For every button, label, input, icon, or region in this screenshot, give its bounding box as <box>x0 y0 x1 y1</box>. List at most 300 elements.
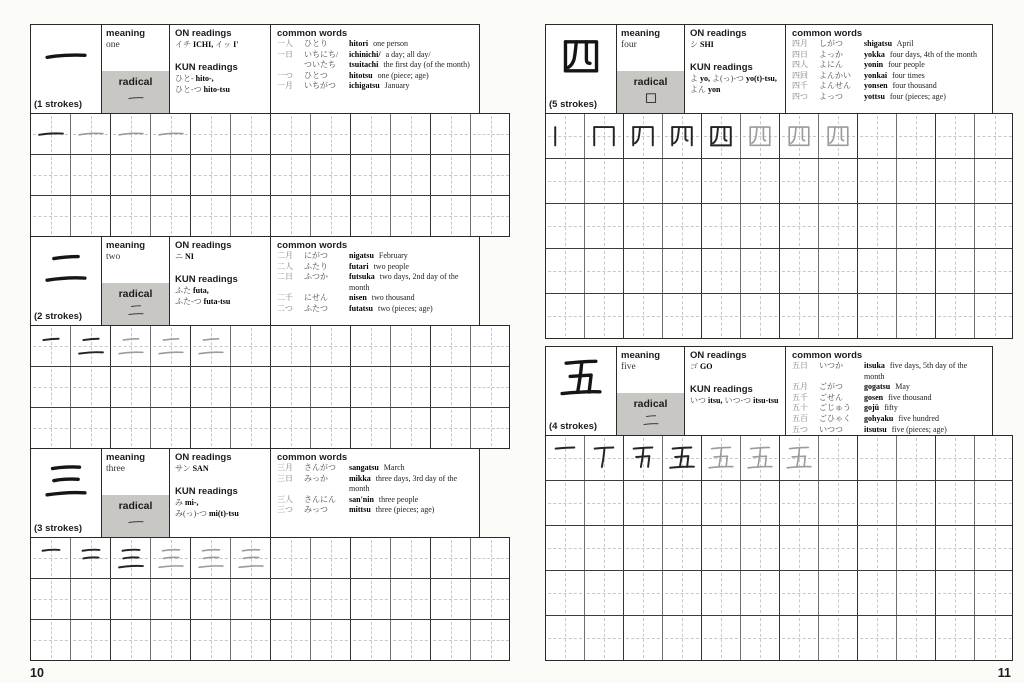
word-text <box>349 272 473 293</box>
practice-cell <box>702 294 741 338</box>
word-kana: さんがつ <box>304 463 336 472</box>
word-text <box>349 81 473 92</box>
practice-cell <box>471 196 510 236</box>
practice-cell <box>975 114 1013 158</box>
left-page-entries <box>30 24 510 661</box>
practice-cell <box>819 204 858 248</box>
word-text <box>864 60 986 71</box>
romaji-text: yo(t)-tsu, <box>746 73 777 83</box>
romaji-text: hito-, <box>195 73 214 83</box>
practice-cell <box>311 367 351 407</box>
readings-cell <box>170 449 271 537</box>
practice-cell <box>471 620 510 660</box>
kana-text: み(っ)-つ <box>175 509 209 518</box>
practice-cell <box>702 571 741 615</box>
romaji-text: SHI <box>700 40 714 49</box>
practice-cell <box>391 155 431 195</box>
practice-cell <box>897 481 936 525</box>
practice-cell <box>111 408 151 448</box>
word-kana: よんせん <box>819 81 851 91</box>
readings-cell <box>170 237 271 325</box>
practice-cell <box>897 436 936 480</box>
romaji-text: I' <box>233 40 239 49</box>
word-english: January <box>382 81 410 91</box>
word-text <box>349 495 473 506</box>
practice-cell <box>585 481 624 525</box>
word-romaji: gojū <box>864 403 880 413</box>
kun-reading-line <box>690 85 780 96</box>
word-text <box>864 81 986 92</box>
practice-grid-row <box>546 114 1012 159</box>
word-kanji: 二人 <box>277 261 293 271</box>
traced-kanji <box>154 329 188 363</box>
kana-text: よ(っ)-つ <box>710 73 746 83</box>
practice-cell <box>111 114 151 154</box>
word-kana: ふつか <box>304 272 328 282</box>
practice-cell <box>31 579 71 619</box>
practice-cell <box>897 159 936 203</box>
common-word-row <box>792 414 986 425</box>
on-reading-line <box>690 40 780 51</box>
radical-glyph <box>126 512 146 532</box>
word-romaji: hitotsu <box>349 70 373 80</box>
word-kana: ごひゃく <box>819 413 851 423</box>
word-kana: さんにん <box>304 494 336 504</box>
practice-cell <box>624 616 663 660</box>
meaning-block <box>102 237 169 283</box>
practice-cell <box>780 481 819 525</box>
on-readings-label: ON readings <box>690 28 747 39</box>
practice-cell <box>819 571 858 615</box>
practice-cell <box>975 436 1013 480</box>
kun-readings-block <box>175 274 265 308</box>
practice-cell <box>858 526 897 570</box>
practice-grid <box>545 113 1013 339</box>
common-words-cell <box>786 25 992 113</box>
word-text <box>864 50 986 61</box>
practice-cell <box>271 579 311 619</box>
practice-cell <box>351 326 391 366</box>
practice-cell <box>431 408 471 448</box>
practice-cell <box>111 579 151 619</box>
practice-cell <box>780 114 819 158</box>
practice-cell <box>151 579 191 619</box>
word-romaji: gohyaku <box>864 413 894 423</box>
practice-grid <box>30 537 510 661</box>
meaning-block <box>617 25 684 71</box>
practice-cell <box>663 114 702 158</box>
kana-text: よん <box>690 85 708 94</box>
word-text <box>864 393 986 404</box>
kun-readings-block <box>175 62 265 96</box>
word-kana: ふたつ <box>304 303 328 313</box>
practice-cell <box>975 204 1013 248</box>
practice-cell <box>231 326 271 366</box>
common-words-cell <box>271 449 479 537</box>
word-kana: よっか <box>819 49 843 59</box>
practice-cell <box>31 367 71 407</box>
practice-cell <box>975 249 1013 293</box>
practice-cell <box>311 326 351 366</box>
practice-cell <box>311 538 351 578</box>
practice-cell <box>702 249 741 293</box>
radical-box <box>102 71 169 113</box>
practice-cell <box>936 571 975 615</box>
practice-cell <box>858 114 897 158</box>
traced-kanji <box>782 441 816 475</box>
common-words-label: common words <box>277 452 348 463</box>
practice-cell <box>431 620 471 660</box>
practice-cell <box>975 159 1013 203</box>
practice-cell <box>111 326 151 366</box>
word-text <box>349 463 473 474</box>
word-english: fifty <box>882 403 898 413</box>
practice-grid <box>30 113 510 237</box>
common-word-row <box>277 39 473 50</box>
meaning-label: meaning <box>621 28 661 39</box>
word-kana: ついたち <box>304 60 336 70</box>
practice-grid <box>30 325 510 449</box>
practice-cell <box>351 114 391 154</box>
word-text <box>864 71 986 82</box>
practice-cell <box>702 159 741 203</box>
practice-cell <box>936 481 975 525</box>
practice-cell <box>624 204 663 248</box>
practice-cell <box>351 196 391 236</box>
practice-cell <box>585 526 624 570</box>
common-word-row <box>792 81 986 92</box>
practice-cell <box>897 571 936 615</box>
meaning-cell <box>102 25 170 113</box>
practice-cell <box>624 249 663 293</box>
common-words-label: common words <box>792 28 863 39</box>
practice-cell <box>897 616 936 660</box>
practice-cell <box>741 159 780 203</box>
word-english: one (piece; age) <box>375 70 429 80</box>
practice-cell <box>191 538 231 578</box>
kana-text: シ <box>690 40 700 49</box>
word-kana: みっか <box>304 473 328 483</box>
romaji-text: ICHI, <box>193 40 214 49</box>
word-kana: よんかい <box>819 70 851 80</box>
meaning-label: meaning <box>106 28 146 39</box>
word-kana: ふたり <box>304 261 328 271</box>
meaning-cell <box>617 25 685 113</box>
practice-cell <box>271 367 311 407</box>
common-word-row <box>792 60 986 71</box>
practice-cell <box>71 155 111 195</box>
practice-cell <box>819 481 858 525</box>
kun-readings-block <box>690 384 780 407</box>
traced-kanji <box>704 441 738 475</box>
practice-grid-row <box>546 204 1012 249</box>
practice-cell <box>71 579 111 619</box>
left-page <box>30 25 510 680</box>
practice-cell <box>191 408 231 448</box>
practice-cell <box>111 620 151 660</box>
main-kanji-glyph <box>39 453 93 507</box>
common-word-row <box>792 39 986 50</box>
practice-cell <box>975 571 1013 615</box>
practice-cell <box>391 538 431 578</box>
practice-cell <box>431 155 471 195</box>
common-word-row <box>277 304 473 315</box>
word-english: two thousand <box>369 293 415 303</box>
practice-cell <box>624 436 663 480</box>
practice-grid-row <box>546 616 1012 660</box>
practice-cell <box>191 579 231 619</box>
radical-box <box>102 495 169 537</box>
meaning-label: meaning <box>106 452 146 463</box>
word-kana: いちにち/ <box>304 49 339 59</box>
romaji-text: mi(t)-tsu <box>209 509 239 518</box>
word-text <box>349 293 473 304</box>
practice-cell <box>702 204 741 248</box>
word-text <box>349 505 473 516</box>
practice-cell <box>546 249 585 293</box>
practice-cell <box>741 526 780 570</box>
common-word-row <box>277 272 473 293</box>
practice-cell <box>702 526 741 570</box>
practice-cell <box>819 159 858 203</box>
radical-glyph <box>641 410 661 430</box>
common-word-row <box>792 425 986 435</box>
word-kana: ひとり <box>304 39 328 48</box>
practice-cell <box>897 294 936 338</box>
meaning-label: meaning <box>621 350 661 361</box>
practice-cell <box>431 326 471 366</box>
practice-cell <box>151 367 191 407</box>
word-english: four times <box>890 70 925 80</box>
meaning-value: two <box>106 252 121 262</box>
word-english: four days, 4th of the month <box>887 49 978 59</box>
common-word-row <box>792 71 986 82</box>
kanji-entry-1strokes <box>30 24 510 237</box>
entry-header <box>30 448 480 538</box>
radical-box <box>617 71 684 113</box>
word-romaji: futatsu <box>349 303 374 313</box>
practice-cell <box>546 204 585 248</box>
word-text <box>349 262 473 273</box>
practice-grid-row <box>546 571 1012 616</box>
practice-cell <box>858 159 897 203</box>
word-kanji: 一月 <box>277 81 293 91</box>
traced-kanji <box>154 541 188 575</box>
stroke-demo-kanji <box>34 117 68 151</box>
stroke-demo-kanji <box>34 541 68 575</box>
practice-grid-row <box>31 155 509 196</box>
practice-cell <box>897 204 936 248</box>
right-page <box>545 25 1013 680</box>
practice-cell <box>663 204 702 248</box>
common-words-label: common words <box>277 240 348 251</box>
common-word-row <box>277 71 473 82</box>
practice-cell <box>819 294 858 338</box>
practice-cell <box>71 367 111 407</box>
word-romaji: mittsu <box>349 505 371 515</box>
practice-cell <box>936 616 975 660</box>
practice-cell <box>858 204 897 248</box>
practice-cell <box>858 571 897 615</box>
word-kanji: 二千 <box>277 293 293 303</box>
word-english: five thousand <box>886 392 932 402</box>
word-romaji: yonkai <box>864 70 888 80</box>
traced-kanji <box>74 117 108 151</box>
kun-reading-line <box>175 286 265 297</box>
practice-cell <box>151 196 191 236</box>
stroke-demo-kanji <box>548 441 582 475</box>
common-word-row <box>792 393 986 404</box>
kun-readings-label: KUN readings <box>175 485 238 497</box>
traced-kanji <box>114 329 148 363</box>
common-word-row <box>277 505 473 516</box>
entry-header <box>30 236 480 326</box>
practice-cell <box>311 579 351 619</box>
practice-cell <box>191 196 231 236</box>
common-word-row <box>792 382 986 393</box>
romaji-text: NI <box>185 252 194 261</box>
word-romaji: yonin <box>864 60 884 70</box>
word-romaji: ichigatsu <box>349 81 380 91</box>
practice-cell <box>391 408 431 448</box>
meaning-value: three <box>106 464 125 474</box>
practice-cell <box>741 294 780 338</box>
stroke-count-label: (4 strokes) <box>549 421 598 432</box>
word-kanji: 四つ <box>792 91 808 101</box>
on-readings-label: ON readings <box>690 350 747 361</box>
practice-cell <box>391 367 431 407</box>
practice-cell <box>271 408 311 448</box>
practice-cell <box>936 436 975 480</box>
kanji-entry-3strokes <box>30 448 510 661</box>
word-kanji: 五百 <box>792 413 808 423</box>
kun-readings-label: KUN readings <box>175 61 238 73</box>
word-kanji: 一人 <box>277 39 293 48</box>
kana-text: ひと- <box>175 73 196 83</box>
practice-cell <box>471 579 510 619</box>
common-words-cell <box>271 237 479 325</box>
romaji-text: hito-tsu <box>203 85 230 94</box>
practice-cell <box>702 481 741 525</box>
practice-cell <box>936 114 975 158</box>
on-reading-line <box>175 40 265 51</box>
practice-grid-row <box>546 436 1012 481</box>
traced-kanji <box>234 541 268 575</box>
stroke-demo-kanji <box>665 119 699 153</box>
practice-cell <box>819 249 858 293</box>
stroke-count-label: (5 strokes) <box>549 99 598 110</box>
practice-cell <box>936 249 975 293</box>
practice-cell <box>546 481 585 525</box>
readings-cell <box>685 347 786 435</box>
meaning-block <box>617 347 684 393</box>
practice-cell <box>231 579 271 619</box>
practice-cell <box>585 294 624 338</box>
practice-cell <box>741 204 780 248</box>
practice-cell <box>585 204 624 248</box>
practice-cell <box>663 249 702 293</box>
romaji-text: yo, <box>700 73 710 83</box>
word-text <box>864 403 986 414</box>
practice-cell <box>31 408 71 448</box>
radical-glyph <box>126 88 146 108</box>
practice-cell <box>151 620 191 660</box>
practice-cell <box>351 408 391 448</box>
word-text <box>864 414 986 425</box>
kana-text: ゴ <box>690 362 700 371</box>
practice-cell <box>819 616 858 660</box>
practice-cell <box>624 571 663 615</box>
practice-cell <box>471 114 510 154</box>
word-romaji: itsutsu <box>864 424 887 434</box>
word-romaji: san'nin <box>349 494 374 504</box>
word-kanji: 四月 <box>792 39 808 48</box>
kun-readings-block <box>175 486 265 520</box>
word-text <box>864 39 986 50</box>
word-english: one person <box>371 39 408 48</box>
kun-reading-line <box>175 509 265 520</box>
practice-cell <box>471 538 510 578</box>
practice-cell <box>936 526 975 570</box>
on-reading-line <box>175 464 265 475</box>
practice-cell <box>151 326 191 366</box>
practice-cell <box>271 326 311 366</box>
word-romaji: gosen <box>864 392 884 402</box>
practice-cell <box>271 538 311 578</box>
practice-cell <box>231 114 271 154</box>
kanji-cell <box>31 449 102 537</box>
practice-cell <box>431 367 471 407</box>
practice-cell <box>663 159 702 203</box>
practice-cell <box>271 620 311 660</box>
stroke-demo-kanji <box>587 441 621 475</box>
word-kana: しがつ <box>819 39 843 48</box>
practice-cell <box>858 481 897 525</box>
word-kanji: 五月 <box>792 382 808 392</box>
practice-cell <box>311 114 351 154</box>
word-romaji: mikka <box>349 473 371 483</box>
practice-cell <box>111 196 151 236</box>
practice-cell <box>231 408 271 448</box>
romaji-text: SAN <box>192 464 209 473</box>
main-kanji-glyph <box>554 29 608 83</box>
word-text <box>349 474 473 495</box>
practice-cell <box>858 294 897 338</box>
practice-cell <box>546 526 585 570</box>
practice-cell <box>741 114 780 158</box>
practice-cell <box>71 326 111 366</box>
word-text <box>349 39 473 50</box>
kana-text: イッ <box>213 40 234 49</box>
word-romaji: itsuka <box>864 361 885 370</box>
common-word-row <box>277 495 473 506</box>
practice-cell <box>663 571 702 615</box>
on-readings-label: ON readings <box>175 240 232 251</box>
practice-cell <box>975 481 1013 525</box>
word-text <box>349 60 473 71</box>
word-kanji: 四人 <box>792 60 808 70</box>
word-romaji: yottsu <box>864 91 885 101</box>
entry-header <box>545 24 993 114</box>
word-kana: よっつ <box>819 91 843 101</box>
word-english: five days, 5th day of the month <box>864 361 968 381</box>
kun-readings-label: KUN readings <box>690 61 753 73</box>
word-romaji: yonsen <box>864 81 888 91</box>
practice-cell <box>741 571 780 615</box>
common-words-cell <box>271 25 479 113</box>
entry-header <box>545 346 993 436</box>
common-words-label: common words <box>277 28 348 39</box>
